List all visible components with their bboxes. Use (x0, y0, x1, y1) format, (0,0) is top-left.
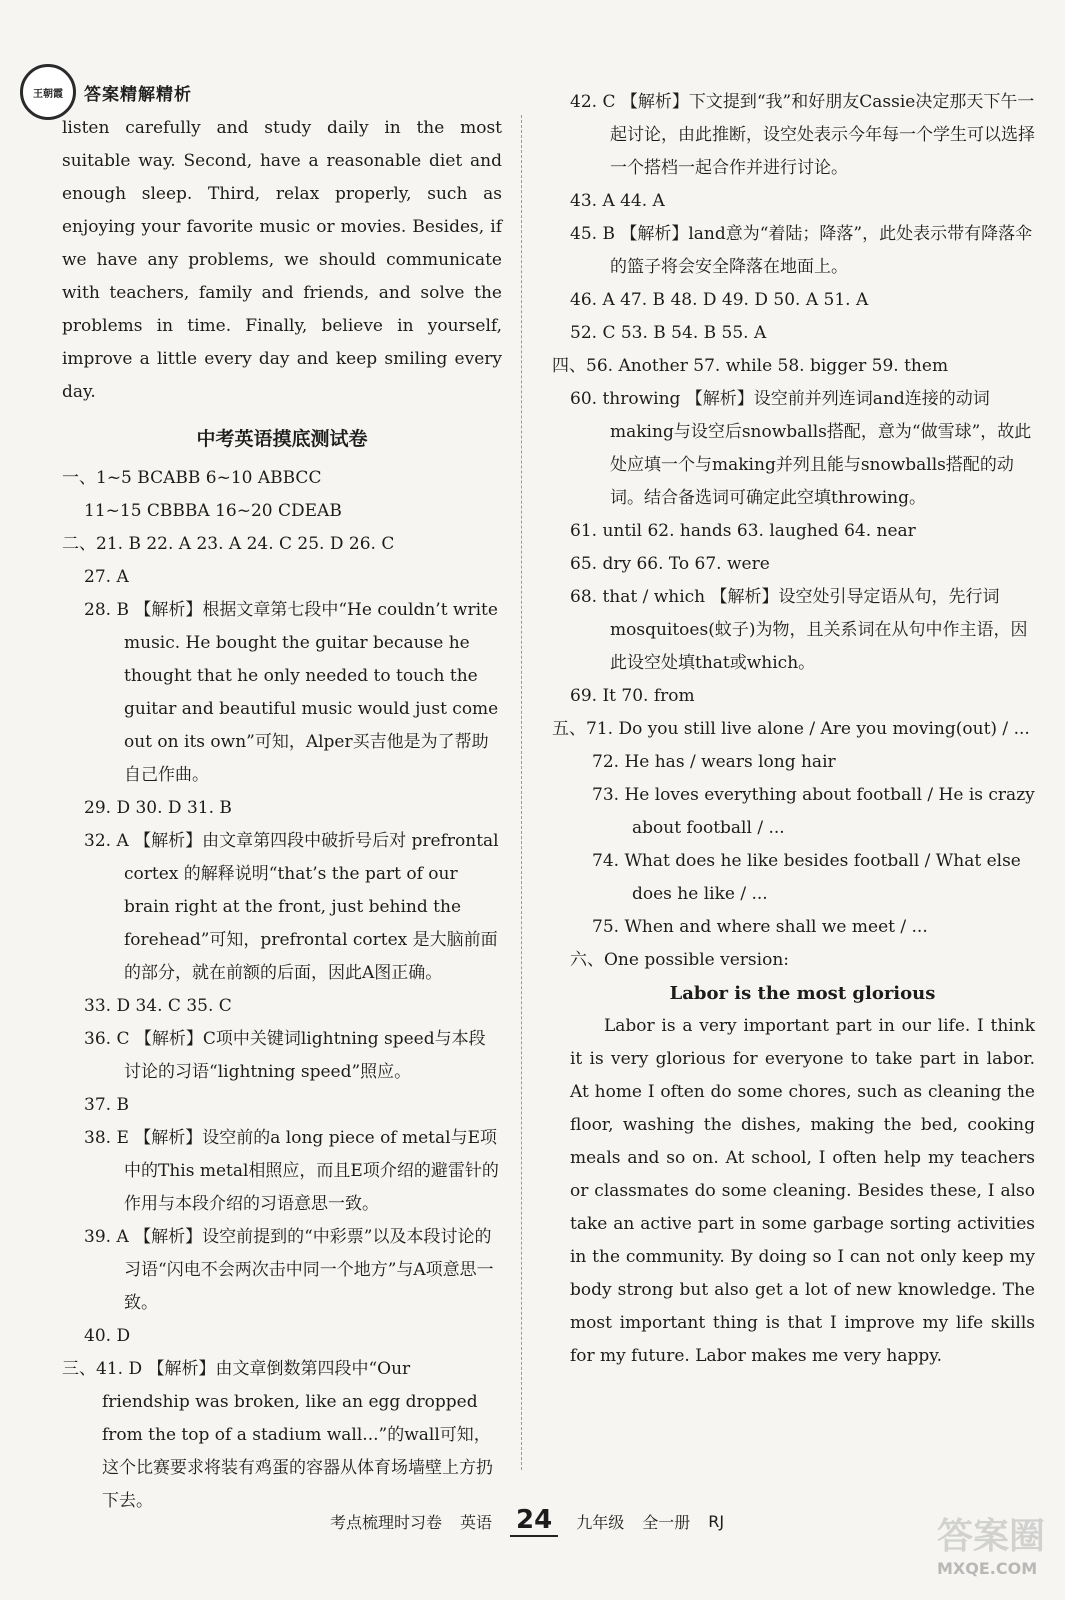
answer-line: 29. D 30. D 31. B (84, 798, 232, 818)
right-column (552, 86, 1035, 1373)
essay-tail: listen carefully and study daily in the most suitable way. Second, have a reasonable diet and enough sleep. Third, relax properly, such as enjoying your favorite music or movies. Besides, if we have any problems, we should communicate with teachers, family and friends, and solve the problems in time. Finally, believe in yourself, improve a little every day and keep smiling every day. (62, 118, 502, 402)
answer-line: 45. B 【解析】land意为“着陆；降落”，此处表示带有降落伞的篮子将会安全降落在地面上。 (570, 224, 1033, 277)
answer-line: 二、21. B 22. A 23. A 24. C 25. D 26. C (62, 534, 395, 554)
answer-line: 四、56. Another 57. while 58. bigger 59. them (552, 356, 949, 376)
answer-line: 40. D (84, 1326, 131, 1346)
left-column (62, 112, 502, 1518)
answer-line: 一、1~5 BCABB 6~10 ABBCC (62, 468, 322, 488)
answer-line: 28. B 【解析】根据文章第七段中“He couldn’t write music. He bought the guitar because he thought that he only needed to touch the guitar and beautiful music would just come out on its own”可知，Alper买吉他是为了帮助自己作曲。 (84, 600, 499, 785)
answer-line: 73. He loves everything about football / He is crazy about football / ... (592, 785, 1035, 838)
answer-line: 75. When and where shall we meet / ... (592, 917, 928, 937)
logo: 王朝霞 (20, 64, 76, 120)
footer-edition: RJ (708, 1511, 725, 1531)
answer-line: 27. A (84, 567, 129, 587)
essay-body: Labor is a very important part in our life. I think it is very glorious for everyone to take part in labor. At home I often do some chores, such as cleaning the floor, washing the dishes, making the bed, cooking meals and so on. At school, I often help my teachers or classmates do some cleaning. Besides these, I also take an active part in some garbage sorting activities in the community. By doing so I can not only keep my body strong but also get a lot of new knowledge. The most important thing is that I improve my life skills for my future. Labor makes me very happy. (570, 1016, 1035, 1366)
footer (330, 1505, 830, 1537)
answer-line: 46. A 47. B 48. D 49. D 50. A 51. A (570, 290, 869, 310)
answer-line: 42. C 【解析】下文提到“我”和好朋友Cassie决定那天下午一起讨论，由此推断，设空处表示今年每一个学生可以选择一个搭档一起合作并进行讨论。 (570, 92, 1035, 178)
answer-line: 43. A 44. A (570, 191, 665, 211)
answer-line: 61. until 62. hands 63. laughed 64. near (570, 521, 916, 541)
answer-line: 六、One possible version: (570, 950, 789, 970)
answer-line: 72. He has / wears long hair (592, 752, 836, 772)
essay-title: Labor is the most glorious (669, 983, 936, 1004)
answer-line: 三、41. D 【解析】由文章倒数第四段中“Our friendship was broken, like an egg dropped from the top of a stadium wall...”的wall可知，这个比赛要求将装有鸡蛋的容器从体育场墙壁上方扔下去。 (62, 1359, 493, 1511)
answer-line: 69. It 70. from (570, 686, 695, 706)
answer-line: 65. dry 66. To 67. were (570, 554, 770, 574)
answer-line: 60. throwing 【解析】设空前并列连词and连接的动词making与设空后snowballs搭配，意为“做雪球”，故此处应填一个与making并列且能与snowballs搭配的动词。结合备选词可确定此空填throwing。 (570, 389, 1032, 508)
watermark-main: 答案圈 (936, 1516, 1045, 1557)
section-title: 中考英语摸底测试卷 (196, 428, 368, 450)
answer-line: 68. that / which 【解析】设空处引导定语从句，先行词mosquitoes(蚊子)为物，且关系词在从句中作主语，因此设空处填that或which。 (570, 587, 1028, 673)
watermark (937, 1508, 1045, 1578)
answer-line: 33. D 34. C 35. C (84, 996, 232, 1016)
footer-subject: 英语 (460, 1512, 493, 1532)
answer-line: 39. A 【解析】设空前提到的“中彩票”以及本段讨论的习语“闪电不会两次击中同一个地方”与A项意思一致。 (84, 1227, 494, 1313)
answer-line: 37. B (84, 1095, 129, 1115)
footer-book: 考点梳理时习卷 (330, 1512, 443, 1532)
footer-volume: 全一册 (642, 1512, 691, 1532)
answer-line: 52. C 53. B 54. B 55. A (570, 323, 767, 343)
footer-grade: 九年级 (576, 1512, 625, 1532)
answer-line: 32. A 【解析】由文章第四段中破折号后对 prefrontal cortex 的解释说明“that’s the part of our brain right at the front, just behind the forehead”可知，prefrontal cortex 是大脑前面的部分，就在前额的后面，因此A图正确。 (84, 831, 499, 983)
header-title: 答案精解精析 (84, 84, 192, 105)
answer-line: 74. What does he like besides football / What else does he like / ... (592, 851, 1021, 904)
answer-line: 11~15 CBBBA 16~20 CDEAB (84, 501, 342, 521)
answer-line: 36. C 【解析】C项中关键词lightning speed与本段讨论的习语“lightning speed”照应。 (84, 1029, 486, 1082)
column-divider (521, 115, 522, 1470)
watermark-sub: MXQE.COM (936, 1559, 1038, 1578)
answer-line: 38. E 【解析】设空前的a long piece of metal与E项中的This metal相照应，而且E项介绍的避雷针的作用与本段介绍的习语意思一致。 (84, 1128, 499, 1214)
answer-line: 五、71. Do you still live alone / Are you moving(out) / ... (552, 719, 1030, 739)
page-number: 24 (510, 1505, 558, 1537)
